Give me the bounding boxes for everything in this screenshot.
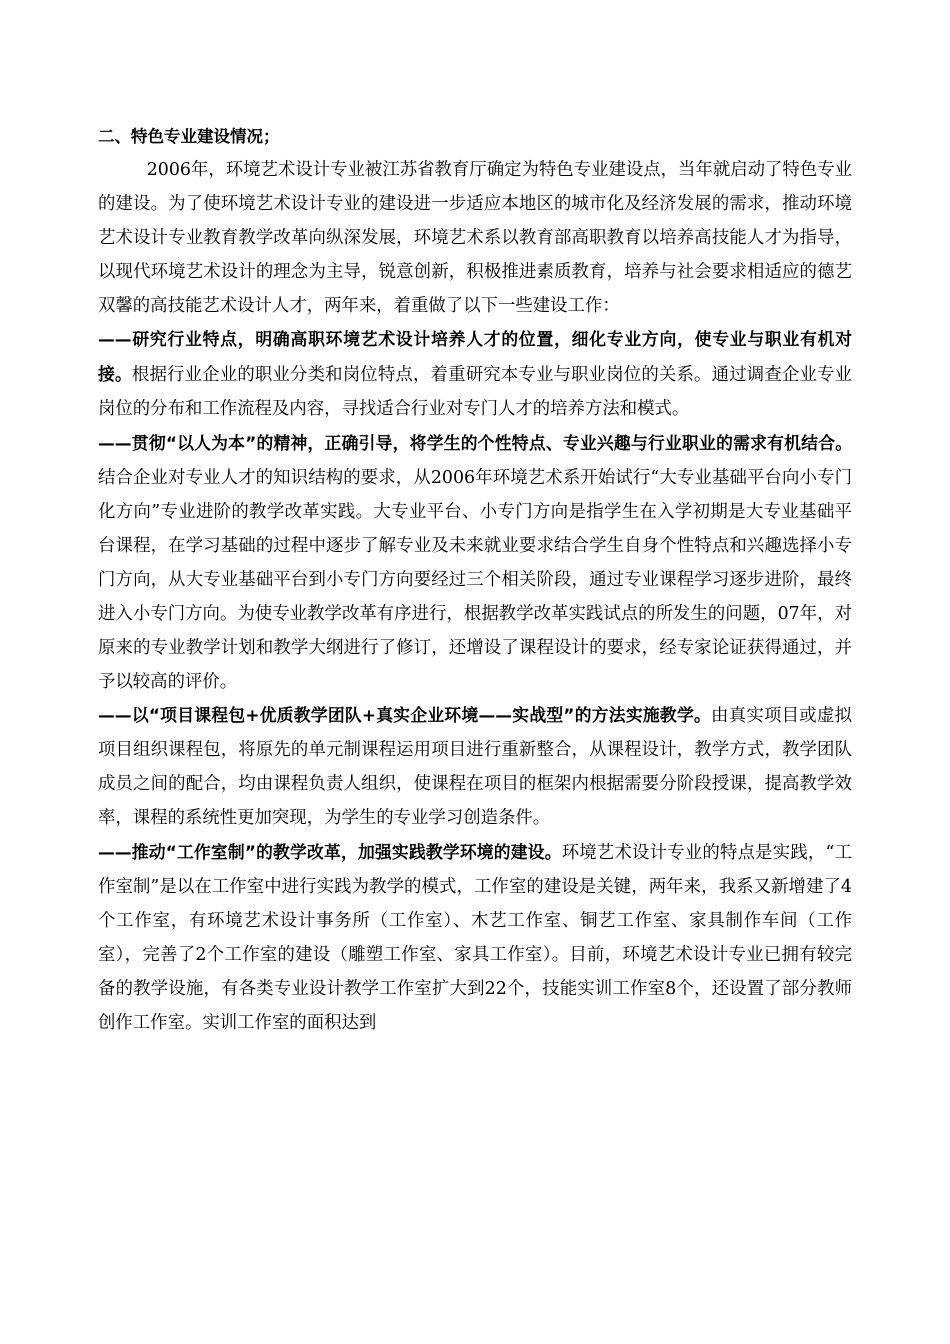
item-paragraph-1 <box>98 323 852 427</box>
section-heading: 二、特色专业建设情况； <box>98 127 280 146</box>
item-body-3: 由真实项目或虚拟项目组织课程包，将原先的单元制课程运用项目进行重新整合，从课程设计，教学方式，教学团队成员之间的配合，均由课程负责人组织，使课程在项目的框架内根据需要分阶段授课，提高教学效率，课程的系统性更加突现，为学生的专业学习创造条件。 <box>98 706 852 829</box>
item-lead-4: ——推动“工作室制”的教学改革，加强实践教学环境的建设。 <box>98 842 562 863</box>
item-body-2: 结合企业对专业人才的知识结构的要求，从2006年环境艺术系开始试行“大专业基础平台向小专门化方向”专业进阶的教学改革实践。大专业平台、小专门方向是指学生在入学初期是大专业基础平台课程，在学习基础的过程中逐步了解专业及未来就业要求结合学生自身个性特点和兴趣选择小专门方向，从大专业基础平台到小专门方向要经过三个相关阶段，通过专业课程学习逐步进阶，最终进入小专门方向。为使专业教学改革有序进行，根据教学改革实践试点的所发生的问题，07年，对原来的专业教学计划和教学大纲进行了修订，还增设了课程设计的要求，经专家论证获得通过，并予以较高的评价。 <box>98 468 852 692</box>
item-body-1: 根据行业企业的职业分类和岗位特点，着重研究本专业与职业岗位的关系。通过调查企业专业岗位的分布和工作流程及内容，寻找适合行业对专门人才的培养方法和模式。 <box>98 365 852 420</box>
item-paragraph-2 <box>98 427 852 699</box>
item-paragraph-4 <box>98 836 852 1040</box>
intro-paragraph: 2006年，环境艺术设计专业被江苏省教育厅确定为特色专业建设点，当年就启动了特色专业的建设。为了使环境艺术设计专业的建设进一步适应本地区的城市化及经济发展的需求，推动环境艺术设计专业教育教学改革向纵深发展，环境艺术系以教育部高职教育以培养高技能人才为指导，以现代环境艺术设计的理念为主导，锐意创新，积极推进素质教育，培养与社会要求相适应的德艺双馨的高技能艺术设计人才，两年来，着重做了以下一些建设工作： <box>98 159 852 316</box>
item-lead-1: ——研究行业特点，明确高职环境艺术设计培养人才的位置，细化专业方向，使专业与职业有机对接。 <box>98 329 852 385</box>
item-lead-2: ——贯彻“以人为本”的精神，正确引导，将学生的个性特点、专业兴趣与行业职业的需求有机结合。 <box>98 433 852 454</box>
item-paragraph-3 <box>98 699 852 836</box>
item-body-4: 环境艺术设计专业的特点是实践，“工作室制”是以在工作室中进行实践为教学的模式，工作室的建设是关键，两年来，我系又新增建了4个工作室，有环境艺术设计事务所（工作室）、木艺工作室、铜艺工作室、家具制作车间（工作室），完善了2个工作室的建设（雕塑工作室、家具工作室）。目前，环境艺术设计专业已拥有较完备的教学设施，有各类专业设计教学工作室扩大到22个，技能实训工作室8个，还设置了部分教师创作工作室。实训工作室的面积达到 <box>98 843 852 1033</box>
document-page <box>98 120 852 1040</box>
item-lead-3: ——以“项目课程包+优质教学团队+真实企业环境——实战型”的方法实施教学。 <box>98 705 712 726</box>
